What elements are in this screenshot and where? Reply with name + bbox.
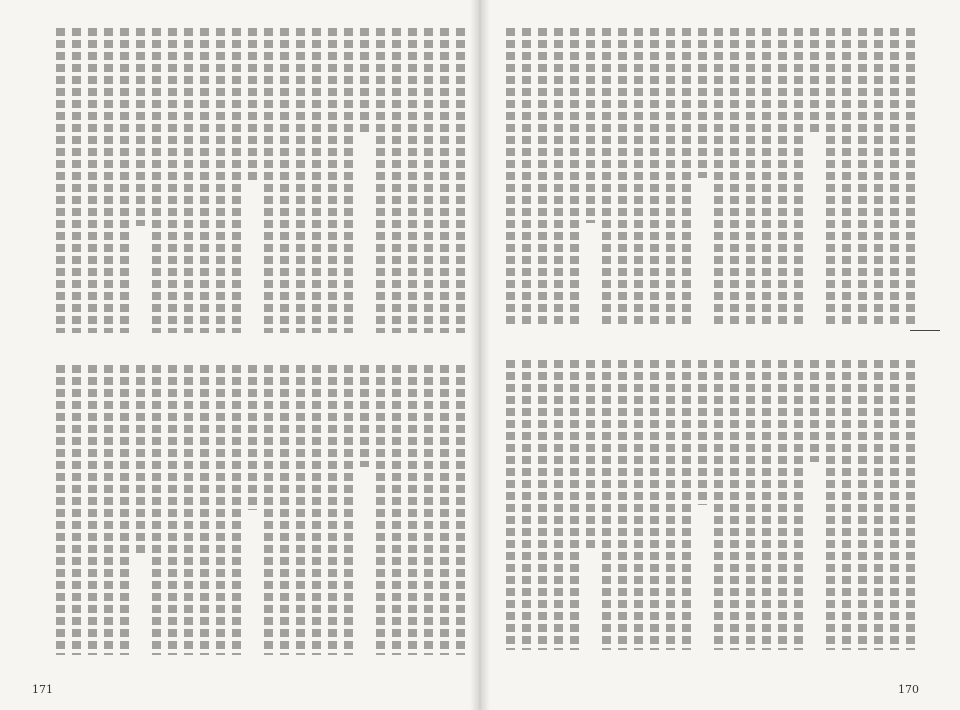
text-line bbox=[890, 360, 899, 650]
text-line bbox=[522, 28, 531, 328]
text-line bbox=[810, 360, 819, 462]
text-line bbox=[408, 28, 417, 333]
text-line bbox=[506, 28, 515, 328]
text-line bbox=[906, 360, 915, 650]
text-line bbox=[440, 28, 449, 333]
text-line bbox=[344, 28, 353, 333]
text-line bbox=[216, 28, 225, 333]
text-line bbox=[408, 365, 417, 655]
text-line bbox=[826, 360, 835, 650]
text-line bbox=[554, 28, 563, 328]
text-line bbox=[698, 360, 707, 505]
text-line bbox=[360, 28, 369, 135]
text-line bbox=[730, 360, 739, 650]
text-line bbox=[136, 28, 145, 226]
text-line bbox=[88, 365, 97, 655]
text-line bbox=[618, 360, 627, 650]
text-line bbox=[56, 365, 65, 655]
text-line bbox=[650, 360, 659, 650]
text-line bbox=[456, 28, 465, 333]
text-line bbox=[200, 28, 209, 333]
text-line bbox=[682, 28, 691, 328]
gutter-shadow bbox=[470, 0, 490, 710]
text-line bbox=[56, 28, 65, 333]
page-divider-rule bbox=[910, 330, 940, 331]
text-line bbox=[88, 28, 97, 333]
text-line bbox=[296, 365, 305, 655]
text-line bbox=[874, 360, 883, 650]
text-line bbox=[586, 28, 595, 223]
text-line bbox=[874, 28, 883, 328]
text-line bbox=[650, 28, 659, 328]
text-line bbox=[602, 360, 611, 650]
text-line bbox=[714, 28, 723, 328]
text-line bbox=[296, 28, 305, 333]
text-line bbox=[666, 28, 675, 328]
text-line bbox=[746, 360, 755, 650]
text-line bbox=[826, 28, 835, 328]
text-line bbox=[216, 365, 225, 655]
text-line bbox=[72, 28, 81, 333]
text-line bbox=[344, 365, 353, 655]
text-line bbox=[152, 365, 161, 655]
text-line bbox=[392, 365, 401, 655]
text-line bbox=[184, 365, 193, 655]
right-page-number: 170 bbox=[898, 683, 919, 696]
text-line bbox=[360, 365, 369, 467]
text-line bbox=[858, 360, 867, 650]
text-line bbox=[376, 28, 385, 333]
text-line bbox=[168, 365, 177, 655]
text-line bbox=[104, 28, 113, 333]
text-line bbox=[762, 28, 771, 328]
right-bottom-text-block bbox=[495, 360, 915, 650]
text-line bbox=[570, 28, 579, 328]
left-top-text-block bbox=[40, 28, 465, 333]
text-line bbox=[392, 28, 401, 333]
text-line bbox=[778, 28, 787, 328]
text-line bbox=[152, 28, 161, 333]
text-line bbox=[858, 28, 867, 328]
text-line bbox=[184, 28, 193, 333]
text-line bbox=[570, 360, 579, 650]
text-line bbox=[634, 28, 643, 328]
text-line bbox=[232, 28, 241, 333]
right-page bbox=[480, 0, 960, 710]
text-line bbox=[136, 365, 145, 553]
text-line bbox=[264, 365, 273, 655]
text-line bbox=[328, 365, 337, 655]
text-line bbox=[72, 365, 81, 655]
text-line bbox=[794, 360, 803, 650]
text-line bbox=[698, 28, 707, 178]
left-page-number: 171 bbox=[32, 683, 53, 696]
text-line bbox=[794, 28, 803, 328]
text-line bbox=[538, 360, 547, 650]
text-line bbox=[248, 365, 257, 510]
text-line bbox=[456, 365, 465, 655]
text-line bbox=[890, 28, 899, 328]
text-line bbox=[762, 360, 771, 650]
text-line bbox=[280, 365, 289, 655]
text-line bbox=[906, 28, 915, 328]
text-line bbox=[634, 360, 643, 650]
text-line bbox=[424, 28, 433, 333]
text-line bbox=[586, 360, 595, 548]
left-bottom-text-block bbox=[40, 365, 465, 655]
text-line bbox=[200, 365, 209, 655]
text-line bbox=[810, 28, 819, 133]
text-line bbox=[280, 28, 289, 333]
text-line bbox=[120, 365, 129, 655]
text-line bbox=[666, 360, 675, 650]
text-line bbox=[554, 360, 563, 650]
text-line bbox=[714, 360, 723, 650]
text-line bbox=[842, 28, 851, 328]
text-line bbox=[506, 360, 515, 650]
text-line bbox=[248, 28, 257, 181]
text-line bbox=[538, 28, 547, 328]
text-line bbox=[168, 28, 177, 333]
text-line bbox=[376, 365, 385, 655]
text-line bbox=[264, 28, 273, 333]
text-line bbox=[440, 365, 449, 655]
text-line bbox=[618, 28, 627, 328]
text-line bbox=[730, 28, 739, 328]
text-line bbox=[312, 28, 321, 333]
text-line bbox=[522, 360, 531, 650]
text-line bbox=[104, 365, 113, 655]
text-line bbox=[312, 365, 321, 655]
right-top-text-block bbox=[495, 28, 915, 328]
text-line bbox=[328, 28, 337, 333]
text-line bbox=[746, 28, 755, 328]
text-line bbox=[842, 360, 851, 650]
text-line bbox=[682, 360, 691, 650]
text-line bbox=[424, 365, 433, 655]
text-line bbox=[232, 365, 241, 655]
text-line bbox=[778, 360, 787, 650]
text-line bbox=[120, 28, 129, 333]
text-line bbox=[602, 28, 611, 328]
